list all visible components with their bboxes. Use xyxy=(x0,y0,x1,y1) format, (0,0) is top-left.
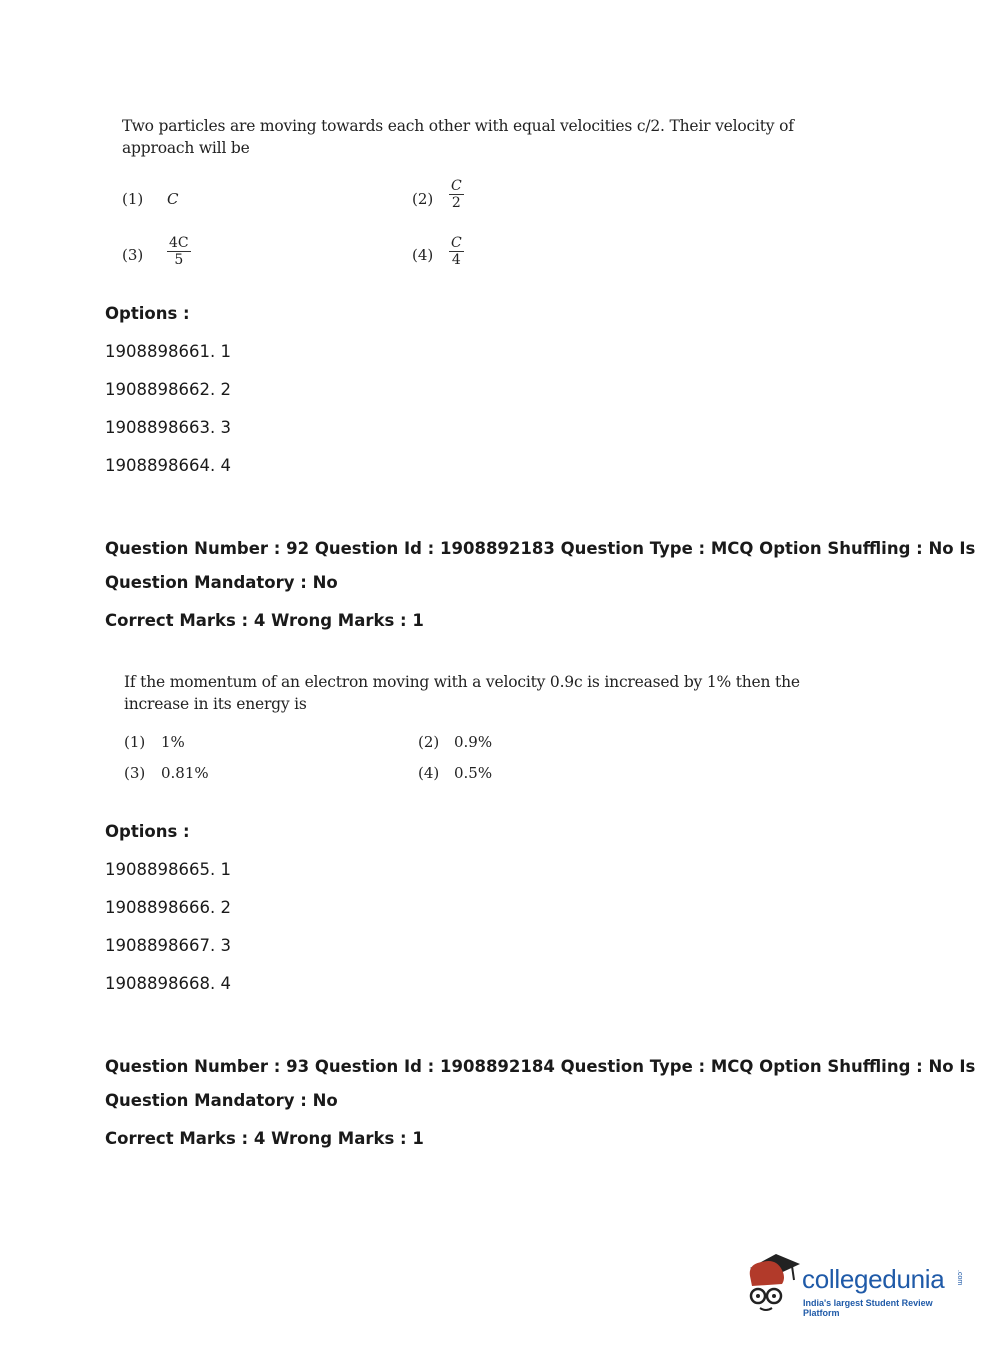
logo-tagline: India's largest Student Review Platform xyxy=(803,1298,933,1318)
fraction-numerator: C xyxy=(451,178,462,194)
question-92-meta-line1: Question Number : 92 Question Id : 1908892183 Question Type : MCQ Option Shuffling : No Is xyxy=(105,539,976,558)
logo-suffix: .com xyxy=(956,1270,963,1286)
choice-2-number: (2) xyxy=(412,190,434,208)
fraction-numerator: 4C xyxy=(169,235,189,251)
choice-2-fraction xyxy=(449,178,464,211)
logo-wordmark: collegedunia xyxy=(802,1264,945,1294)
question-91-text-line1: Two particles are moving towards each other with equal velocities c/2. Their velocity of xyxy=(122,117,794,135)
question-92-marks: Correct Marks : 4 Wrong Marks : 1 xyxy=(105,611,424,630)
choice-1-value: C xyxy=(167,190,179,208)
fraction-numerator: C xyxy=(451,235,462,251)
choice-3-fraction xyxy=(167,235,191,268)
option-item: 1908898666. 2 xyxy=(105,898,231,917)
choice-3-number: (3) xyxy=(122,246,144,264)
choice-2-value: 0.9% xyxy=(454,733,493,751)
choice-4-number: (4) xyxy=(412,246,434,264)
fraction-denominator: 4 xyxy=(451,252,461,268)
choice-1-value: 1% xyxy=(161,733,185,751)
question-92-text-line2: increase in its energy is xyxy=(124,695,307,713)
option-item: 1908898661. 1 xyxy=(105,342,231,361)
option-item: 1908898663. 3 xyxy=(105,418,231,437)
question-92-meta-line2: Question Mandatory : No xyxy=(105,573,338,592)
fraction-denominator: 5 xyxy=(174,252,184,268)
options-label: Options : xyxy=(105,304,190,323)
option-item: 1908898667. 3 xyxy=(105,936,231,955)
question-92-text-line1: If the momentum of an electron moving with a velocity 0.9c is increased by 1% then the xyxy=(124,673,800,691)
option-item: 1908898662. 2 xyxy=(105,380,231,399)
choice-1-number: (1) xyxy=(122,190,144,208)
collegedunia-logo xyxy=(742,1250,967,1320)
question-93-marks: Correct Marks : 4 Wrong Marks : 1 xyxy=(105,1129,424,1148)
choice-3-number: (3) xyxy=(124,764,146,782)
question-93-meta-line2: Question Mandatory : No xyxy=(105,1091,338,1110)
question-91-text-line2: approach will be xyxy=(122,139,250,157)
options-label: Options : xyxy=(105,822,190,841)
option-item: 1908898665. 1 xyxy=(105,860,231,879)
choice-4-fraction xyxy=(449,235,464,268)
fraction-denominator: 2 xyxy=(451,195,461,211)
option-item: 1908898668. 4 xyxy=(105,974,231,993)
choice-4-number: (4) xyxy=(418,764,440,782)
student-mascot-icon xyxy=(742,1250,802,1316)
choice-3-value: 0.81% xyxy=(161,764,209,782)
option-item: 1908898664. 4 xyxy=(105,456,231,475)
choice-4-value: 0.5% xyxy=(454,764,493,782)
choice-1-number: (1) xyxy=(124,733,146,751)
choice-2-number: (2) xyxy=(418,733,440,751)
question-93-meta-line1: Question Number : 93 Question Id : 1908892184 Question Type : MCQ Option Shuffling : No Is xyxy=(105,1057,976,1076)
